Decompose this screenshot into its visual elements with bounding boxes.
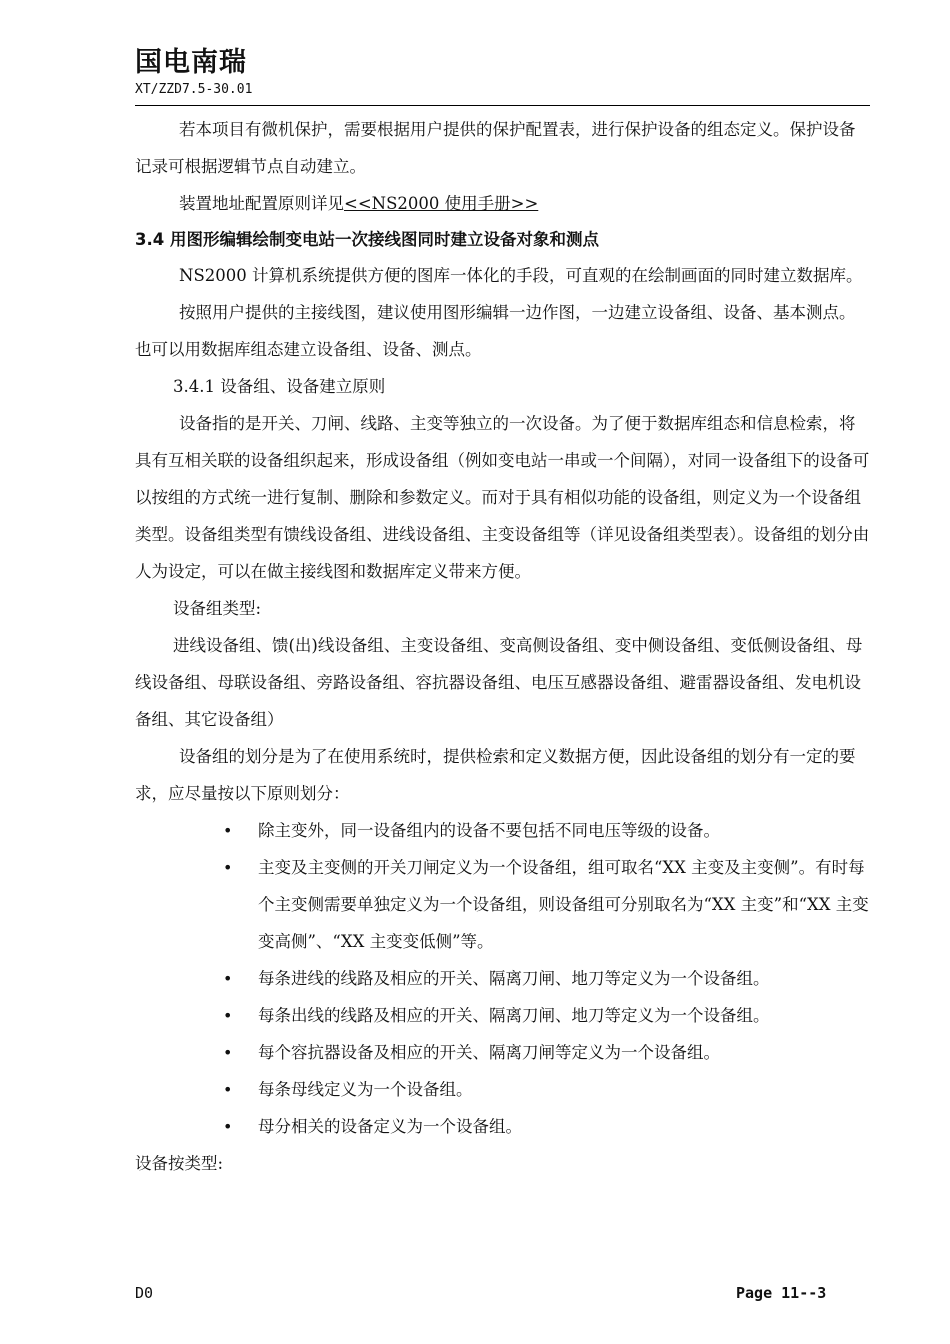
paragraph-ns2000: NS2000 计算机系统提供方便的图库一体化的手段，可直观的在绘制画面的同时建立数据库。	[179, 266, 863, 285]
paragraph-device-definition: 设备指的是开关、刀闸、线路、主变等独立的一次设备。为了便于数据库组态和信息检索，将具有互相关联的设备组织起来，形成设备组（例如变电站一串或一个间隔），对同一设备组下的设备可以按组的方式统一进行复制、删除和参数定义。而对于具有相似功能的设备组，则定义为一个设备组类型。设备组类型有馈线设备组、进线设备组、主变设备组等（详见设备组类型表）。设备组的划分由人为设定，可以在做主接线图和数据库定义带来方便。	[135, 414, 870, 581]
subsection-heading-3-4-1: 3.4.1 设备组、设备建立原则	[173, 377, 386, 396]
bullet-icon: •	[223, 1043, 233, 1062]
bullet-icon: •	[223, 821, 233, 840]
footer-revision: D0	[135, 1284, 154, 1302]
document-number: XT/ZZD7.5-30.01	[135, 82, 253, 97]
address-config-text: 装置地址配置原则详见	[179, 194, 344, 213]
paragraph-wiring-diagram: 按照用户提供的主接线图，建议使用图形编辑一边作图，一边建立设备组、设备、基本测点。也可以用数据库组态建立设备组、设备、测点。	[135, 303, 856, 359]
section-heading-3-4: 3.4 用图形编辑绘制变电站一次接线图同时建立设备对象和测点	[135, 230, 599, 249]
list-item: • 每条进线的线路及相应的开关、隔离刀闸、地刀等定义为一个设备组。	[135, 960, 870, 997]
bullet-icon: •	[223, 1006, 233, 1025]
bullet-icon: •	[223, 969, 233, 988]
list-item: • 每个容抗器设备及相应的开关、隔离刀闸等定义为一个设备组。	[135, 1034, 870, 1071]
bullet-icon: •	[223, 858, 233, 877]
device-type-label: 设备按类型:	[135, 1154, 224, 1173]
list-item: • 每条出线的线路及相应的开关、隔离刀闸、地刀等定义为一个设备组。	[135, 997, 870, 1034]
list-item: • 每条母线定义为一个设备组。	[135, 1071, 870, 1108]
company-brand: 国电南瑞	[135, 47, 247, 78]
list-item: • 母分相关的设备定义为一个设备组。	[135, 1108, 870, 1145]
document-body	[135, 111, 870, 1182]
paragraph-protection: 若本项目有微机保护，需要根据用户提供的保护配置表，进行保护设备的组态定义。保护设备记录可根据逻辑节点自动建立。	[135, 120, 856, 176]
paragraph-group-division: 设备组的划分是为了在使用系统时，提供检索和定义数据方便，因此设备组的划分有一定的要求，应尽量按以下原则划分：	[135, 747, 856, 803]
list-item: • 主变及主变侧的开关刀闸定义为一个设备组，组可取名“XX 主变及主变侧”。有时每个主变侧需要单独定义为一个设备组，则设备组可分别取名为“XX 主变”和“XX 主变变高侧”、“XX 主变变低侧”等。	[135, 849, 870, 960]
group-type-label: 设备组类型:	[173, 599, 262, 618]
manual-link[interactable]: <<NS2000 使用手册>>	[344, 194, 539, 213]
paragraph-address-config	[135, 185, 870, 222]
header-divider	[135, 105, 870, 106]
page-header	[135, 46, 870, 98]
bullet-icon: •	[223, 1080, 233, 1099]
footer-page-number: Page 11--3	[736, 1284, 827, 1302]
bullet-icon: •	[223, 1117, 233, 1136]
division-rules-list	[135, 812, 870, 1145]
group-type-list: 进线设备组、馈(出)线设备组、主变设备组、变高侧设备组、变中侧设备组、变低侧设备组、母线设备组、母联设备组、旁路设备组、容抗器设备组、电压互感器设备组、避雷器设备组、发电机设备组、其它设备组）	[135, 636, 863, 729]
list-item: • 除主变外，同一设备组内的设备不要包括不同电压等级的设备。	[135, 812, 870, 849]
